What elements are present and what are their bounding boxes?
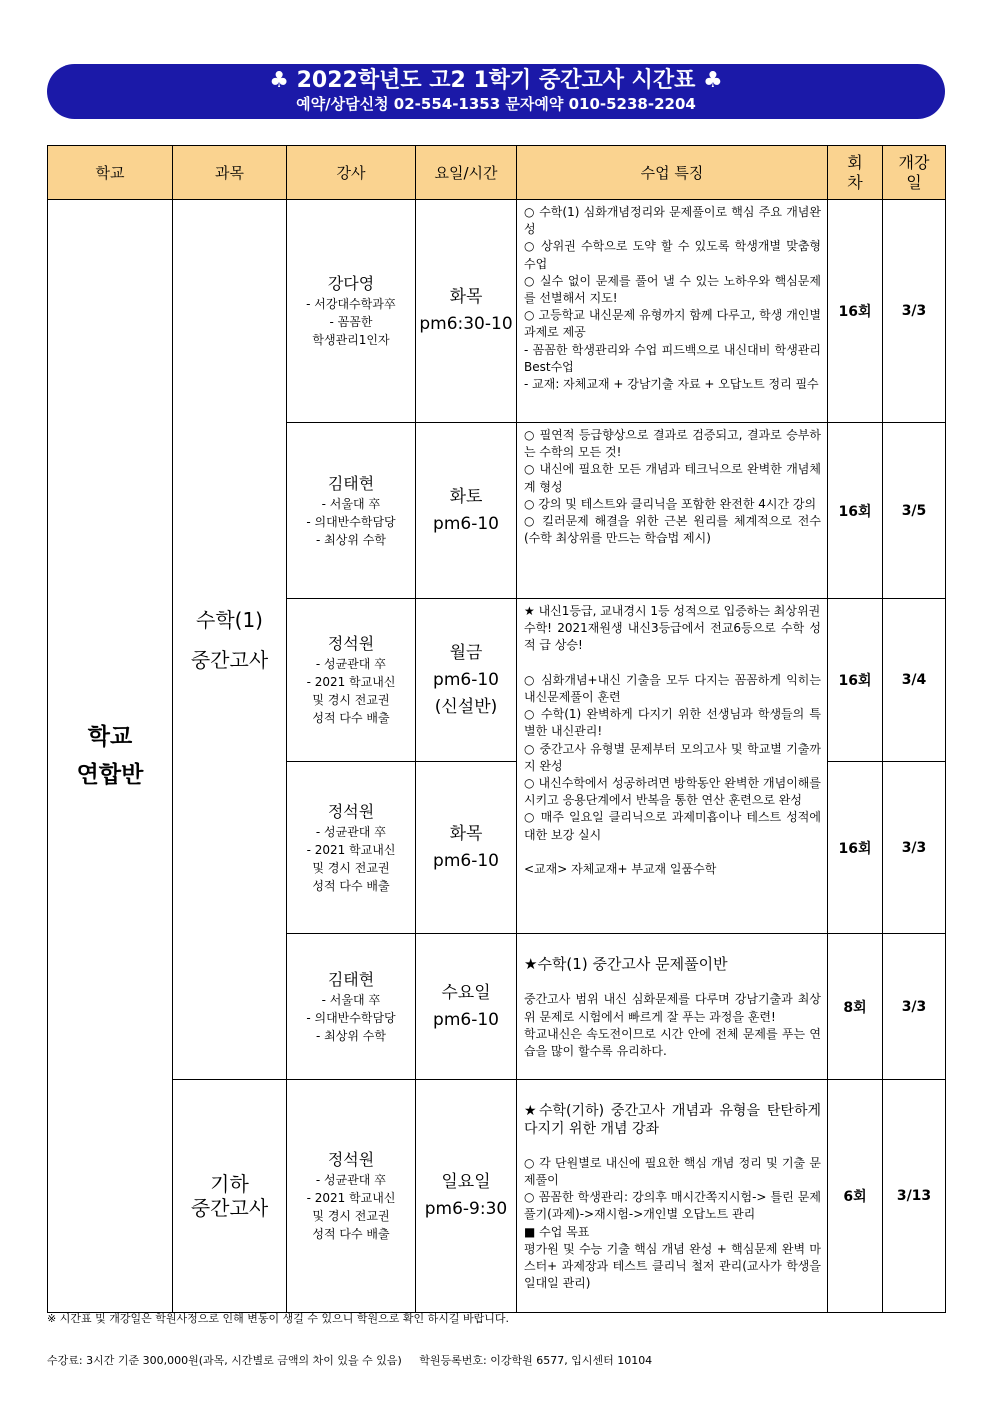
header-sessions: 회 차 — [828, 146, 883, 200]
subject-cell: 수학(1) 중간고사 — [173, 200, 287, 1080]
features-cell — [517, 1080, 828, 1312]
sessions-cell: 16회 — [828, 423, 883, 599]
footer-notes — [47, 1284, 652, 1382]
sessions-cell: 16회 — [828, 200, 883, 423]
header-time: 요일/시간 — [416, 146, 517, 200]
footer-fee: 수강료: 3시간 기준 300,000원(과목, 시간별로 금액의 차이 있을 수 있음) 학원등록번호: 이강학원 6577, 입시센터 10104 — [47, 1354, 653, 1367]
header-subject: 과목 — [173, 146, 287, 200]
teacher-desc: - 서울대 卒 - 의대반수학담당 - 최상위 수학 — [306, 992, 396, 1043]
time-cell: 화목 pm6:30-10 — [416, 200, 517, 423]
subject-cell: 기하 중간고사 — [173, 1080, 287, 1312]
features-body: 중간고사 범위 내신 심화문제를 다루며 강남기출과 최상위 문제로 시험에서 빠르게 잘 푸는 과정을 훈련! 학교내신은 속도전이므로 시간 안에 전체 문제를 푸는 연습을 많이 할수록 유리하다. — [524, 992, 821, 1059]
start-cell: 3/3 — [883, 200, 946, 423]
time-cell: 화목 pm6-10 — [416, 762, 517, 934]
teacher-name: 강다영 — [327, 274, 375, 293]
teacher-cell — [287, 934, 416, 1080]
features-cell — [517, 934, 828, 1080]
teacher-name: 정석원 — [327, 801, 375, 821]
teacher-name: 정석원 — [327, 1150, 375, 1170]
header-features: 수업 특징 — [517, 146, 828, 200]
header-start: 개강 일 — [883, 146, 946, 200]
page-title: ♣ 2022학년도 고2 1학기 중간고사 시간표 ♣ — [269, 68, 723, 93]
start-cell: 3/3 — [883, 934, 946, 1080]
table-row — [48, 1080, 946, 1312]
start-cell: 3/5 — [883, 423, 946, 599]
contact-info: 예약/상담신청 02-554-1353 문자예약 010-5238-2204 — [296, 95, 696, 113]
teacher-cell — [287, 423, 416, 599]
time-cell: 수요일 pm6-10 — [416, 934, 517, 1080]
shared-features-cell: ★ 내신1등급, 교내경시 1등 성적으로 입증하는 최상위권 수학! 2021재원생 내신3등급에서 전교6등으로 수학 성적 급 상승! ○ 심화개념+내신 기출을 모두 다지는 꼼꼼하게 익히는 내신문제풀이 훈련 ○ 수학(1) 완벽하게 다지기 위한 선생님과 학생들의 특별한 내신관리! ○ 중간고사 유형별 문제부터 모의고사 및 학교별 기출까지 완성 ○ 내신수학에서 성공하려면 방학동안 완벽한 개념이해를 시키고 응용단계에서 반복을 통한 연산 훈련으로 완성 ○ 매주 일요일 클리닉으로 과제미흡이나 테스트 성적에 대한 보강 실시 <교재> 자체교재+ 부교재 일품수학 — [517, 599, 828, 934]
schedule-table — [47, 145, 946, 1313]
teacher-desc: - 서울대 卒 - 의대반수학담당 - 최상위 수학 — [306, 496, 396, 547]
teacher-name: 김태현 — [327, 473, 375, 493]
sessions-cell: 16회 — [828, 762, 883, 934]
start-cell: 3/4 — [883, 599, 946, 762]
table-row — [48, 200, 946, 423]
start-cell: 3/13 — [883, 1080, 946, 1312]
header-school: 학교 — [48, 146, 173, 200]
features-heading: ★수학(기하) 중간고사 개념과 유형을 탄탄하게 다지기 위한 개념 강좌 — [524, 1102, 821, 1137]
features-body: ○ 각 단원별로 내신에 필요한 핵심 개념 정리 및 기출 문제풀이 ○ 꼼꼼한 학생관리: 강의후 매시간쪽지시험-> 틀린 문제풀기(과제)->재시험->개인별 오답노트 관리 ■ 수업 목표 평가원 및 수능 기출 핵심 개념 완성 + 핵심문제 완벽 마스터+ 과제장과 테스트 클리닉 철저 관리(교사가 학생을 일대일 관리) — [524, 1155, 821, 1291]
teacher-cell — [287, 762, 416, 934]
school-cell: 학교 연합반 — [48, 200, 173, 1313]
sessions-cell: 8회 — [828, 934, 883, 1080]
sessions-cell: 6회 — [828, 1080, 883, 1312]
time-cell: 일요일 pm6-9:30 — [416, 1080, 517, 1312]
table-header-row — [48, 146, 946, 200]
time-cell: 화토 pm6-10 — [416, 423, 517, 599]
features-heading: ★수학(1) 중간고사 문제풀이반 — [524, 955, 728, 974]
teacher-cell — [287, 1080, 416, 1312]
teacher-cell — [287, 599, 416, 762]
teacher-desc: - 서강대수학과卒 - 꼼꼼한 학생관리1인자 — [306, 297, 396, 347]
teacher-cell — [287, 200, 416, 423]
teacher-name: 정석원 — [327, 634, 375, 653]
teacher-desc: - 성균관대 卒 - 2021 학교내신 및 경시 전교권 성적 다수 배출 — [306, 1173, 396, 1242]
teacher-desc: - 성균관대 卒 - 2021 학교내신 및 경시 전교권 성적 다수 배출 — [306, 824, 396, 893]
start-cell: 3/3 — [883, 762, 946, 934]
teacher-name: 김태현 — [327, 969, 375, 989]
features-cell: ○ 수학(1) 심화개념정리와 문제풀이로 핵심 주요 개념완성 ○ 상위권 수학으로 도약 할 수 있도록 학생개별 맞춤형 수업 ○ 실수 없이 문제를 풀어 낼 수 있는 노하우와 핵심문제를 선별해서 지도! ○ 고등학교 내신문제 유형까지 함께 다루고, 학생 개인별 과제로 제공 - 꼼꼼한 학생관리와 수업 피드백으로 내신대비 학생관리 Best수업 - 교재: 자체교재 + 강남기출 자료 + 오답노트 정리 필수 — [517, 200, 828, 423]
footer-notice: ※ 시간표 및 개강일은 학원사정으로 인해 변동이 생길 수 있으니 학원으로 확인 하시길 바랍니다. — [47, 1312, 509, 1325]
time-cell: 월금 pm6-10 (신설반) — [416, 599, 517, 762]
features-cell: ○ 필연적 등급향상으로 결과로 검증되고, 결과로 승부하는 수학의 모든 것! ○ 내신에 필요한 모든 개념과 테크닉으로 완벽한 개념체계 형성 ○ 강의 및 테스트와 클리닉을 포함한 완전한 4시간 강의 ○ 킬러문제 해결을 위한 근본 원리를 체계적으로 전수 (수학 최상위를 만드는 학습법 제시) — [517, 423, 828, 599]
header-teacher: 강사 — [287, 146, 416, 200]
sessions-cell: 16회 — [828, 599, 883, 762]
teacher-desc: - 성균관대 卒 - 2021 학교내신 및 경시 전교권 성적 다수 배출 — [306, 657, 396, 725]
title-banner — [47, 64, 945, 119]
